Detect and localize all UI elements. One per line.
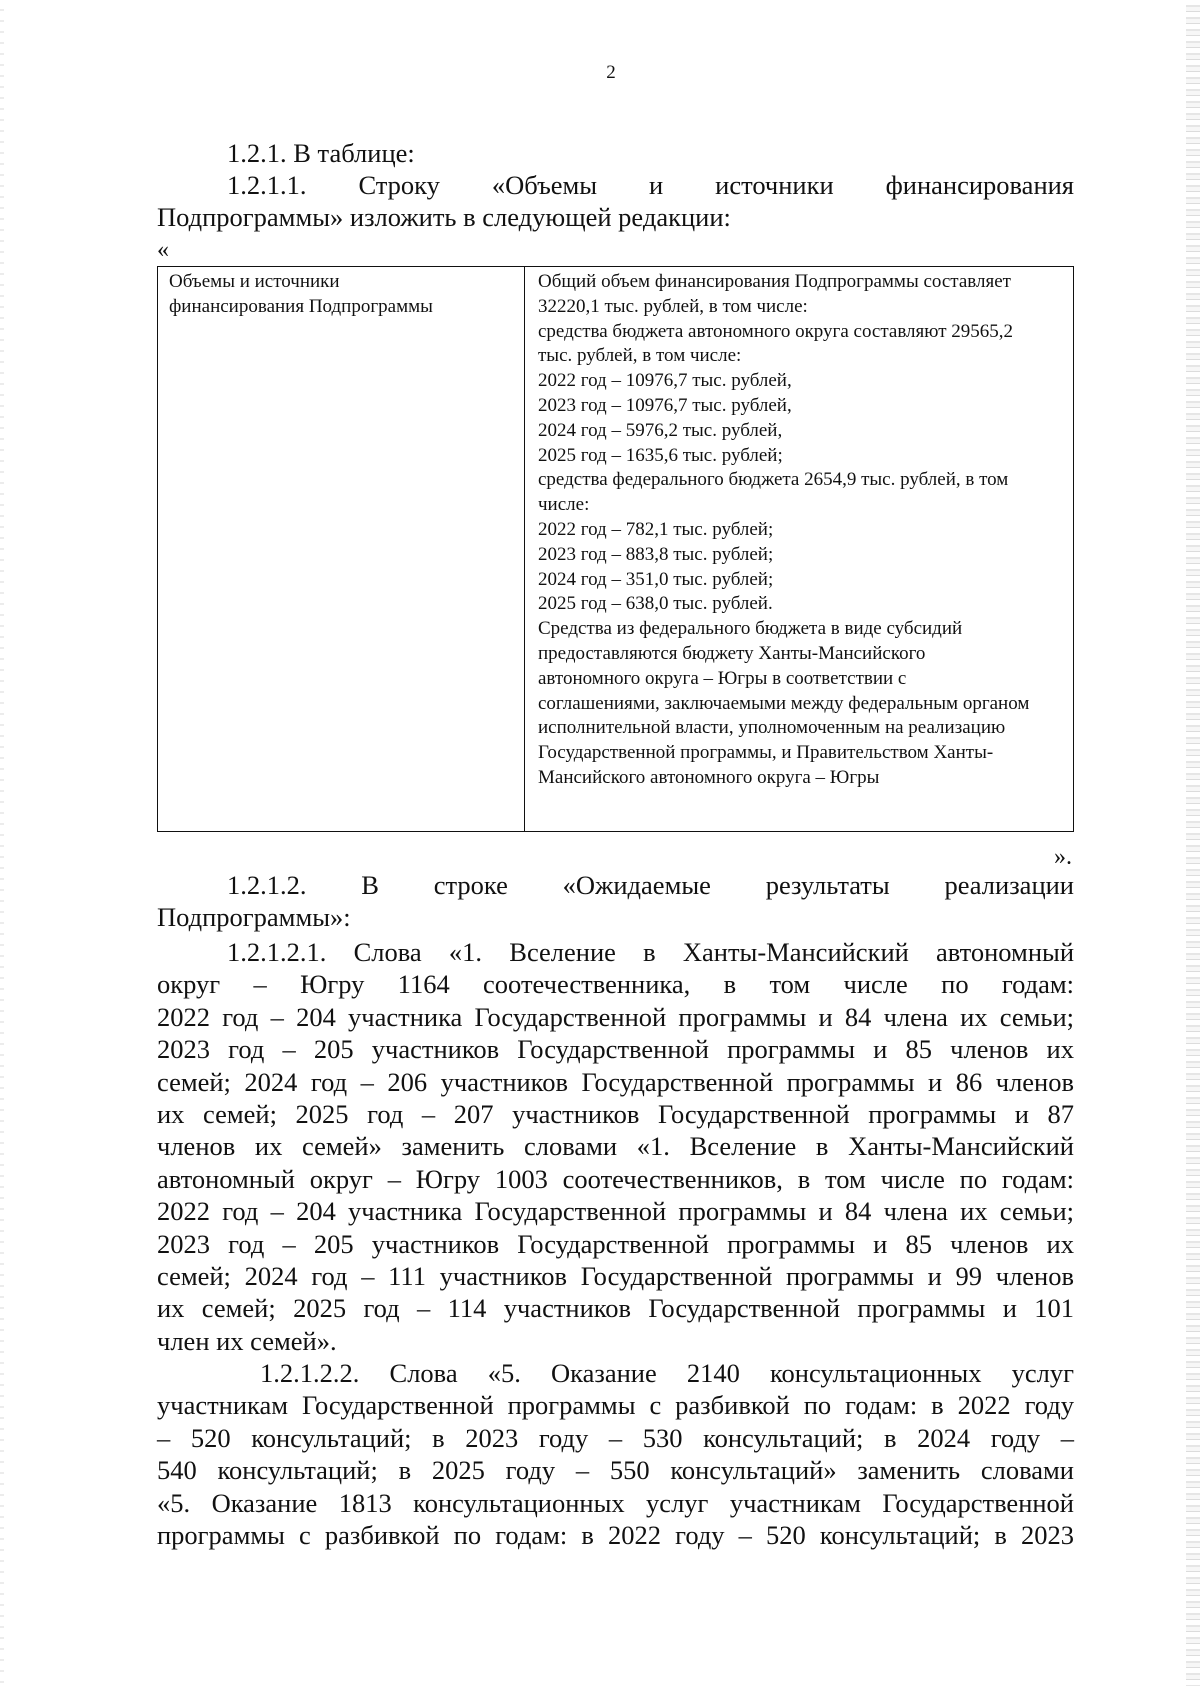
paragraph-line: член их семей». xyxy=(157,1325,337,1356)
scan-edge-right xyxy=(1186,0,1200,1686)
paragraph-line: 1.2.1.2.2. Слова «5. Оказание 2140 консультационных услуг xyxy=(260,1358,1074,1388)
table-label-cell: Объемы и источники финансирования Подпрограммы xyxy=(158,267,525,832)
paragraph-line: программы с разбивкой по годам: в 2022 году – 520 консультаций; в 2023 xyxy=(157,1520,1074,1551)
table-row xyxy=(158,267,1074,832)
paragraph-1-2-1-1 xyxy=(157,169,1074,234)
page-number: 2 xyxy=(606,62,616,83)
paragraph-line: 2023 год – 205 участников Государственной программы и 85 членов их xyxy=(157,1034,1074,1065)
opening-quote: « xyxy=(157,237,169,263)
paragraph-line: Подпрограммы» изложить в следующей редакции: xyxy=(157,202,731,233)
paragraph-line: автономный округ – Югру 1003 соотечественников, в том числе по годам: xyxy=(157,1163,1074,1194)
paragraph-1-2-1-2-1 xyxy=(157,936,1074,1357)
paragraph-line: их семей; 2025 год – 114 участников Государственной программы и 101 xyxy=(157,1293,1074,1324)
paragraph-line: их семей; 2025 год – 207 участников Государственной программы и 87 xyxy=(157,1099,1074,1130)
paragraph-line: 1.2.1.2. В строке «Ожидаемые результаты реализации xyxy=(227,870,1074,900)
paragraph-line: округ – Югру 1164 соотечественника, в том числе по годам: xyxy=(157,969,1074,1000)
paragraph-line: 1.2.1.2.1. Слова «1. Вселение в Ханты-Мансийский автономный xyxy=(227,937,1074,967)
paragraph-line: «5. Оказание 1813 консультационных услуг участникам Государственной xyxy=(157,1487,1074,1518)
paragraph-line: 2023 год – 205 участников Государственной программы и 85 членов их xyxy=(157,1228,1074,1259)
paragraph-line: 540 консультаций; в 2025 году – 550 консультаций» заменить словами xyxy=(157,1455,1074,1486)
paragraph-1-2-1-2 xyxy=(157,869,1074,934)
paragraph-line: семей; 2024 год – 206 участников Государственной программы и 86 членов xyxy=(157,1066,1074,1097)
paragraph-line: 2022 год – 204 участника Государственной программы и 84 члена их семьи; xyxy=(157,1196,1074,1227)
paragraph-line: Подпрограммы»: xyxy=(157,902,351,933)
paragraph-line: – 520 консультаций; в 2023 году – 530 консультаций; в 2024 году – xyxy=(157,1422,1074,1453)
paragraph-line: 1.2.1.1. Строку «Объемы и источники финансирования xyxy=(227,170,1074,200)
table-content-cell: Общий объем финансирования Подпрограммы составляет 32220,1 тыс. рублей, в том числе: средства бюджета автономного округа составляют 29565,2 тыс. рублей, в том числе: 2022 год – 10976,7 тыс. рублей, 2023 год – 10976,7 тыс. рублей, 2024 год – 5976,2 тыс. рублей, 2025 год – 1635,6 тыс. рублей; средства федерального бюджета 2654,9 тыс. рублей, в том числе: 2022 год – 782,1 тыс. рублей; 2023 год – 883,8 тыс. рублей; 2024 год – 351,0 тыс. рублей; 2025 год – 638,0 тыс. рублей. Средства из федерального бюджета в виде субсидий предоставляются бюджету Ханты-Мансийского автономного округа – Югры в соответствии с соглашениями, заключаемыми между федеральным органом исполнительной власти, уполномоченным на реализацию Государственной программы, и Правительством Ханты- Мансийского автономного округа – Югры xyxy=(525,267,1074,832)
paragraph-line: семей; 2024 год – 111 участников Государственной программы и 99 членов xyxy=(157,1261,1074,1292)
paragraph-1-2-1-2-2 xyxy=(157,1357,1074,1551)
closing-quote: ». xyxy=(1054,844,1072,870)
paragraph-line: 2022 год – 204 участника Государственной программы и 84 члена их семьи; xyxy=(157,1001,1074,1032)
section-heading: 1.2.1. В таблице: xyxy=(227,138,415,168)
scan-edge-left xyxy=(0,0,4,1686)
paragraph-line: членов их семей» заменить словами «1. Вселение в Ханты-Мансийский xyxy=(157,1131,1074,1162)
financing-table xyxy=(157,266,1074,832)
paragraph-line: участникам Государственной программы с разбивкой по годам: в 2022 году xyxy=(157,1390,1074,1421)
